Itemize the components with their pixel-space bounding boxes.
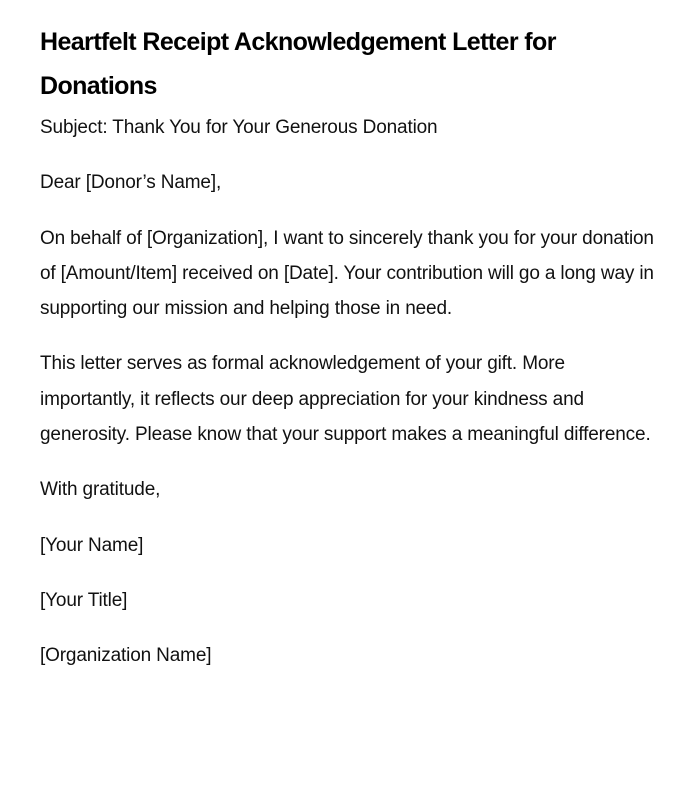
letter-subject: Subject: Thank You for Your Generous Donation [40, 117, 438, 138]
signature-name: [Your Name] [40, 534, 144, 556]
letter-paragraph-acknowledgement: This letter serves as formal acknowledgement of your gift. More importantly, it reflects our deep appreciation for your kindness and generosity. Please know that your support makes a meaningful difference. [40, 353, 651, 446]
letter-salutation: Dear [Donor’s Name], [40, 172, 222, 194]
signature-title: [Your Title] [40, 589, 128, 611]
letter-title: Heartfelt Receipt Acknowledgement Letter for Donations [40, 28, 556, 100]
letter-closing: With gratitude, [40, 479, 161, 501]
letter-paragraph-thanks: On behalf of [Organization], I want to sincerely thank you for your donation of [Amount/Item] received on [Date]. Your contribution will go a long way in supporting our mission and helping those in need. [40, 227, 654, 320]
signature-organization: [Organization Name] [40, 645, 212, 667]
